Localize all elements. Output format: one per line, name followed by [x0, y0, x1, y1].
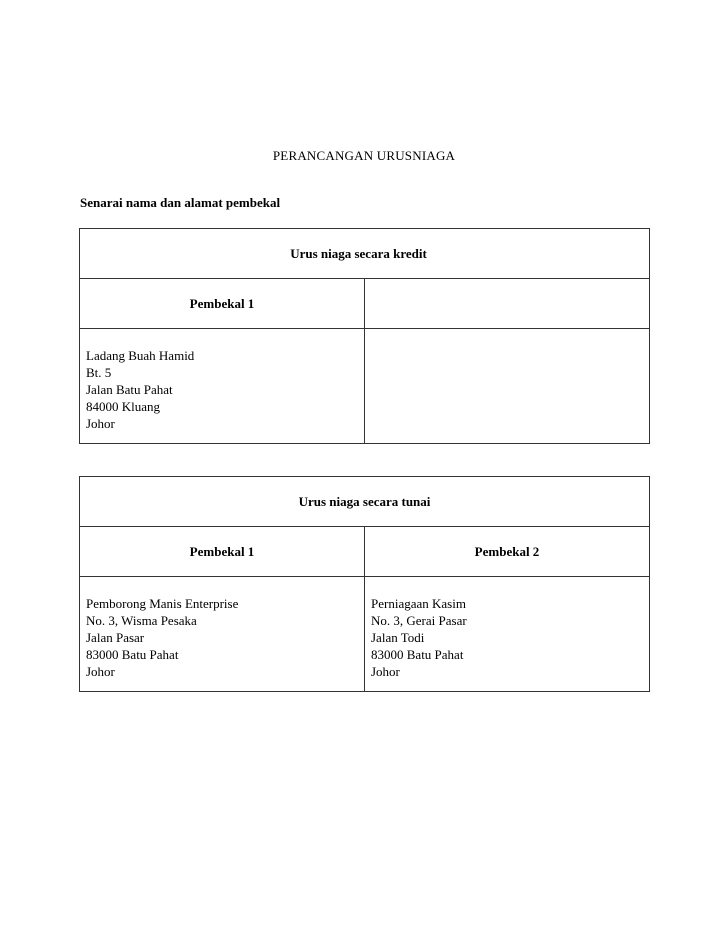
- tunai-pembekal1-label: Pembekal 1: [80, 527, 365, 577]
- address-line: No. 3, Gerai Pasar: [371, 613, 467, 628]
- tunai-pembekal2-address: [365, 577, 650, 692]
- address-line: Jalan Batu Pahat: [86, 382, 173, 397]
- address-line: 83000 Batu Pahat: [86, 647, 179, 662]
- kredit-pembekal1-address: [80, 329, 365, 444]
- address-line: Johor: [86, 664, 115, 679]
- tunai-heading: [80, 477, 650, 527]
- address-line: 84000 Kluang: [86, 399, 161, 414]
- kredit-pembekal1-label: Pembekal 1: [80, 279, 365, 329]
- address-line: No. 3, Wisma Pesaka: [86, 613, 197, 628]
- kredit-heading: [80, 229, 650, 279]
- address-line: Bt. 5: [86, 365, 112, 380]
- kredit-pembekal2-empty-cell: [365, 279, 650, 329]
- tunai-table: [79, 476, 650, 692]
- tunai-heading-text: Urus niaga secara tunai: [298, 493, 431, 509]
- address-line: Johor: [371, 664, 400, 679]
- address-line: Ladang Buah Hamid: [86, 348, 195, 363]
- address-line: Jalan Todi: [371, 630, 425, 645]
- section-subtitle: Senarai nama dan alamat pembekal: [80, 195, 281, 210]
- tunai-pembekal1-address: [80, 577, 365, 692]
- kredit-table: [79, 228, 650, 444]
- address-line: Pemborong Manis Enterprise: [86, 596, 239, 611]
- address-line: Jalan Pasar: [86, 630, 145, 645]
- kredit-heading-text: Urus niaga secara kredit: [290, 245, 427, 261]
- kredit-pembekal2-address-empty: [365, 329, 650, 444]
- address-line: 83000 Batu Pahat: [371, 647, 464, 662]
- address-line: Johor: [86, 416, 115, 431]
- page-title: PERANCANGAN URUSNIAGA: [272, 148, 456, 163]
- tunai-pembekal2-label: Pembekal 2: [365, 527, 650, 577]
- address-line: Perniagaan Kasim: [371, 596, 466, 611]
